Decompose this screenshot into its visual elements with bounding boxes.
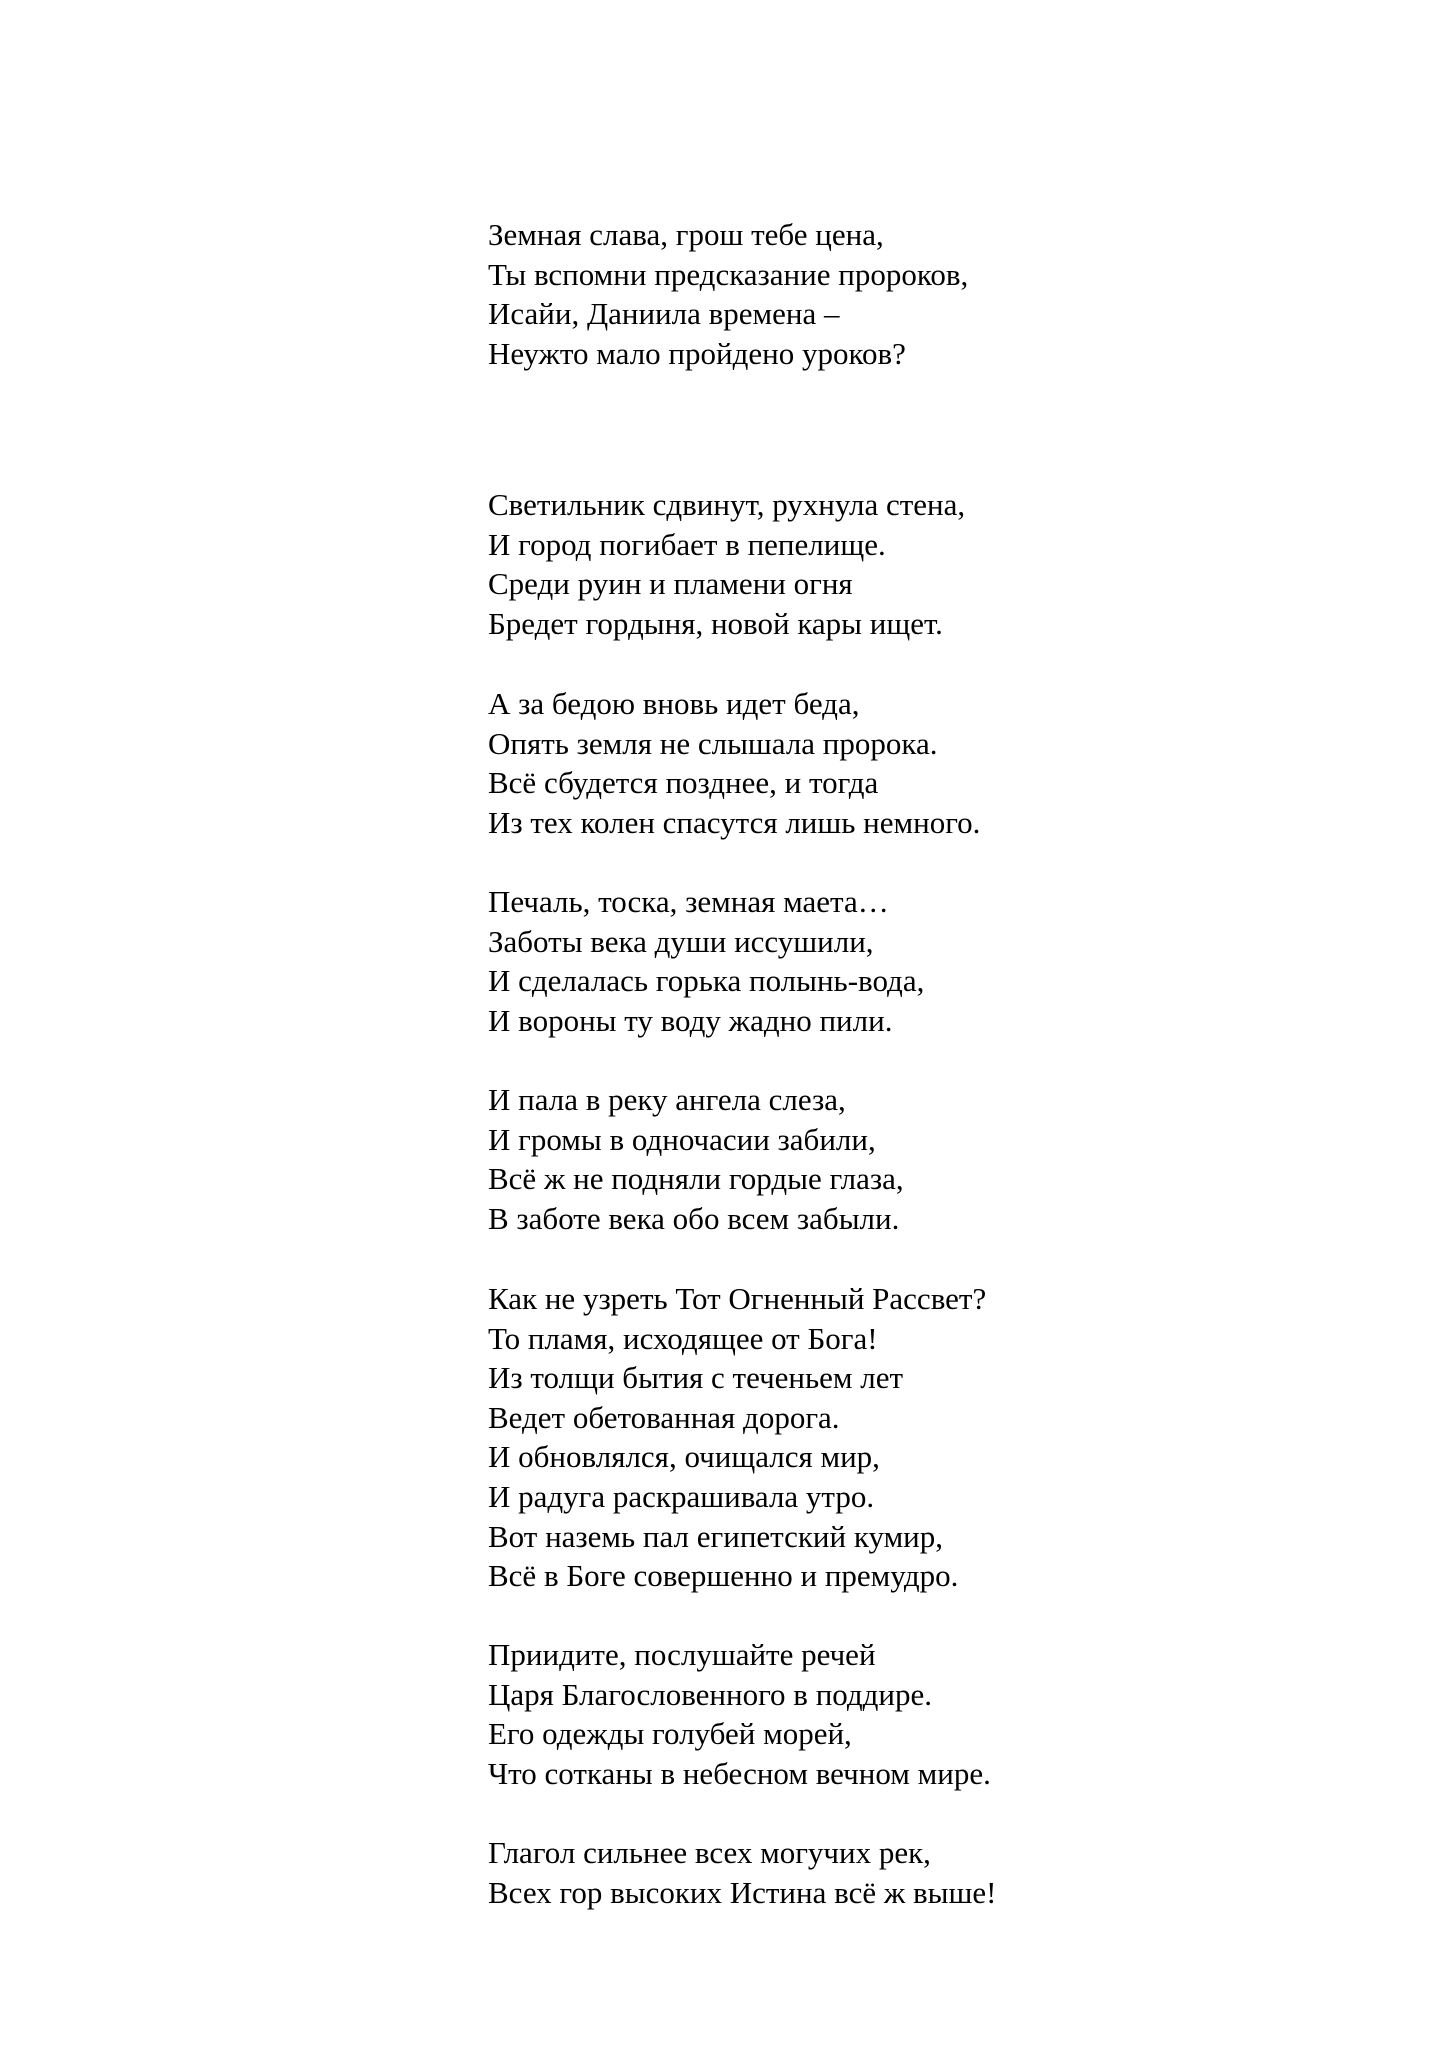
poem-line: А за бедою вновь идет беда, [488, 686, 860, 721]
poem-line: Среди руин и пламени огня [488, 566, 853, 602]
stanza [488, 215, 968, 373]
poem-line: Царя Благословенного в поддире. [488, 1676, 933, 1712]
poem-line: Вот наземь пал египетский кумир, [488, 1518, 944, 1554]
poem-line: То пламя, исходящее от Бога! [488, 1320, 878, 1356]
poem-line: Ты вспомни предсказание пророков, [488, 256, 969, 292]
poem-line: Всех гор высоких Истина всё ж выше! [488, 1874, 997, 1910]
poem-line: Земная слава, грош тебе цена, [488, 217, 884, 252]
poem-line: Печаль, тоска, земная маета… [488, 884, 889, 919]
poem-line: Всё ж не подняли гордые глаза, [488, 1161, 904, 1197]
poem-line: Из толщи бытия с теченьем лет [488, 1360, 904, 1396]
poem-line: И громы в одночасии забили, [488, 1121, 876, 1157]
poem-line: Как не узреть Тот Огненный Рассвет? [488, 1281, 987, 1316]
poem-line: И город погибает в пепелище. [488, 526, 886, 562]
poem-line: В заботе века обо всем забыли. [488, 1200, 900, 1236]
stanza [488, 882, 924, 1040]
poem-line: Заботы века души иссушили, [488, 923, 874, 959]
poem-line: Опять земля не слышала пророка. [488, 725, 938, 761]
poem-line: Неужто мало пройдено уроков? [488, 335, 906, 371]
poem-line: Ведет обетованная дорога. [488, 1399, 840, 1435]
poem-line: Бредет гордыня, новой кары ищет. [488, 605, 943, 641]
poem-line: И радуга раскрашивала утро. [488, 1478, 875, 1514]
poem-line: И пала в реку ангела слеза, [488, 1082, 846, 1117]
poem-line: Из тех колен спасутся лишь немного. [488, 804, 981, 840]
poem-line: Приидите, послушайте речей [488, 1637, 876, 1672]
stanza [488, 1635, 991, 1793]
stanza [488, 1279, 986, 1596]
stanza [488, 1080, 904, 1238]
poem-line: И вороны ту воду жадно пили. [488, 1002, 893, 1038]
poem-line: Глагол сильнее всех могучих рек, [488, 1835, 931, 1870]
poem-line: Всё в Боге совершенно и премудро. [488, 1558, 959, 1594]
poem-line: И обновлялся, очищался мир, [488, 1439, 880, 1475]
stanza [488, 485, 965, 643]
stanza [488, 1833, 996, 1912]
poem-line: Исайи, Даниила времена – [488, 296, 840, 332]
poem-line: Его одежды голубей морей, [488, 1716, 852, 1752]
stanza [488, 684, 980, 842]
poem-line: Светильник сдвинут, рухнула стена, [488, 487, 966, 522]
poem-line: Всё сбудется позднее, и тогда [488, 765, 879, 801]
poem-line: И сделалась горька полынь-вода, [488, 963, 925, 999]
poem-line: Что сотканы в небесном вечном мире. [488, 1755, 991, 1791]
